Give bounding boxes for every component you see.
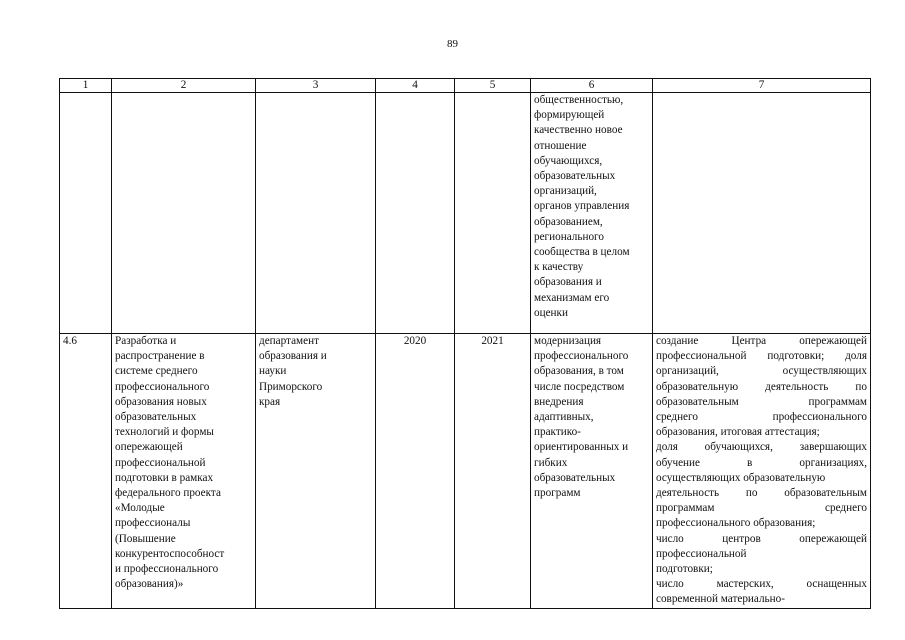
indicator-line: образования, итоговая аттестация; — [656, 426, 820, 439]
cell-executor — [256, 93, 376, 334]
cell-end-year — [455, 93, 531, 334]
column-header: 7 — [653, 79, 871, 93]
column-header: 3 — [256, 79, 376, 93]
column-header: 6 — [531, 79, 653, 93]
indicator-line: современной материально- — [656, 593, 785, 606]
page-number: 89 — [447, 38, 458, 50]
cell-indicators — [653, 93, 871, 334]
indicator-line: подготовки; — [656, 563, 713, 576]
indicator-line: профессиональной — [656, 547, 747, 560]
indicator-line: число центров опережающей — [656, 532, 867, 545]
measures-table — [59, 78, 871, 609]
indicator-line: среднего профессионального — [656, 411, 867, 424]
indicator-line: профессионального образования; — [656, 517, 816, 530]
indicator-line: образовательную деятельность по — [656, 380, 867, 393]
indicator-line: обучение в организациях, — [656, 456, 867, 469]
cell-measure: Разработка и распространение в системе среднего профессионального образования новых образовательных технологий и формы опережающей профессиональной подготовки в рамках федерального проекта «Молодые профессионалы (Повышение конкурентоспособност и профессионального образования)» — [112, 334, 256, 609]
cell-start-year — [376, 93, 455, 334]
cell-result: модернизация профессионального образования, в том числе посредством внедрения адаптивных, практико- ориентированных и гибких образовательных программ — [531, 334, 653, 609]
cell-number — [60, 93, 112, 334]
cell-executor: департамент образования и науки Приморского края — [256, 334, 376, 609]
indicator-line: число мастерских, оснащенных — [656, 578, 867, 591]
indicator-line: программам среднего — [656, 502, 867, 515]
cell-number: 4.6 — [60, 334, 112, 609]
column-header: 1 — [60, 79, 112, 93]
indicator-line: образовательным программам — [656, 395, 867, 408]
indicator-line: осуществляющих образовательную — [656, 471, 826, 484]
cell-measure — [112, 93, 256, 334]
cell-start-year: 2020 — [376, 334, 455, 609]
indicator-line: организаций, осуществляющих — [656, 365, 867, 378]
cell-indicators — [653, 334, 871, 609]
indicator-line: доля обучающихся, завершающих — [656, 441, 867, 454]
table-header-row — [60, 79, 871, 93]
cell-result: общественностью, формирующей качественно новое отношение обучающихся, образовательных организаций, органов управления образованием, регионального сообщества в целом к качеству образования и механизмам его оценки — [531, 93, 653, 334]
column-header: 2 — [112, 79, 256, 93]
column-header: 4 — [376, 79, 455, 93]
table-row — [60, 93, 871, 334]
column-header: 5 — [455, 79, 531, 93]
indicator-line: профессиональной подготовки; доля — [656, 350, 867, 363]
table-row — [60, 334, 871, 609]
indicator-line: деятельность по образовательным — [656, 487, 867, 500]
indicator-line: создание Центра опережающей — [656, 335, 867, 347]
cell-end-year: 2021 — [455, 334, 531, 609]
